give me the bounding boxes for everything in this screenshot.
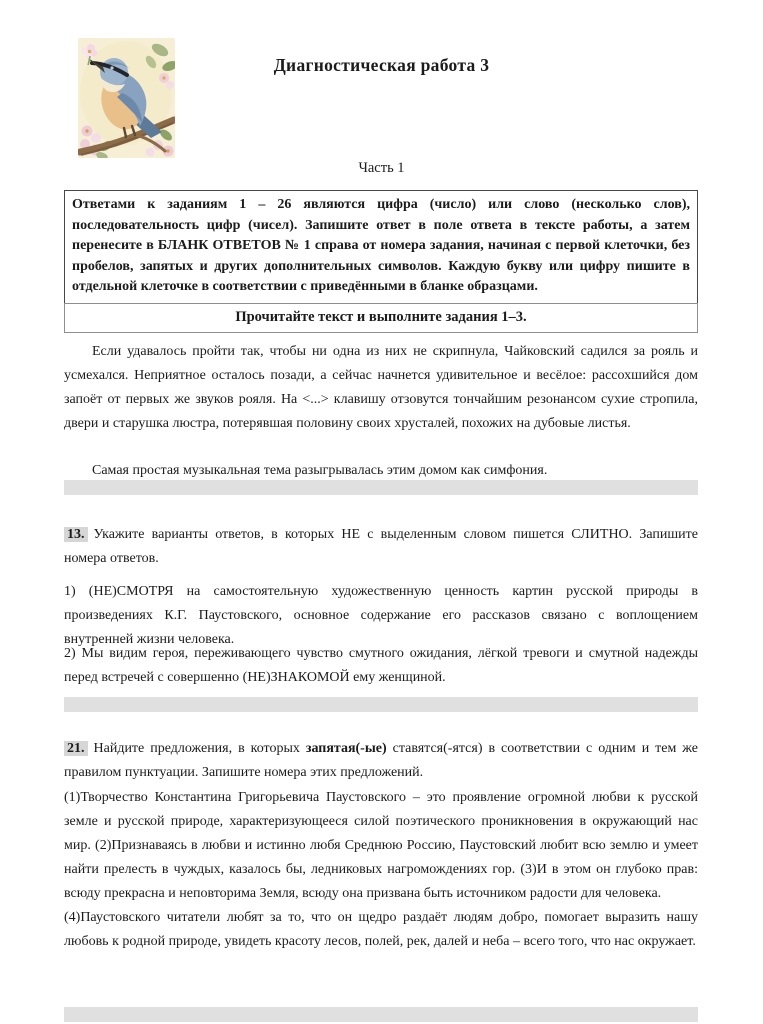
task-21-passage-part-1: (1)Творчество Константина Григорьевича Паустовского – это проявление огромной любви к русской земле и русской природе, характеризующееся силой поэтического проникновения в окружающий нас мир. (2)Признаваясь в любви и истинно любя Среднюю Россию, Паустовский любит всю землю и умеет найти прелесть в чуждых, казалось бы, ледниковых нагромождениях гор. (3)И в этом он глубоко прав: всюду прекрасна и неповторима Земля, всюду она призвана быть источником радости для человека. <box>64 790 698 901</box>
reading-paragraph-1: Если удавалось пройти так, чтобы ни одна из них не скрипнула, Чайковский садился за рояль и усмехался. Неприятное осталось позади, а сейчас начнется удивительное и весёлое: рассохшийся дом запоёт от первых же звуков рояля. На <...> клавишу отзовутся тончайшим резонансом сухие стропила, двери и старушка люстра, потерявшая половину своих хрусталей, похожих на дубовые листья. <box>64 344 698 431</box>
part-label: Часть 1 <box>358 160 405 176</box>
instructions-box <box>64 190 698 304</box>
task-13-option-1: 1) (НЕ)СМОТРЯ на самостоятельную художественную ценность картин русской природы в произведениях К.Г. Паустовского, основное содержание его рассказов связано с воплощением внутренней жизни человека. <box>64 584 698 647</box>
task-21-statement-bold: запятая(-ые) <box>305 741 387 756</box>
answer-placeholder-bar <box>64 480 698 495</box>
reading-task-header-text: Прочитайте текст и выполните задания 1–3. <box>235 309 527 325</box>
task-13-number: 13. <box>64 527 88 542</box>
task-21-passage <box>64 786 698 954</box>
task-13-statement-text: Укажите варианты ответов, в которых НЕ с выделенным словом пишется СЛИТНО. Запишите номера ответов. <box>64 527 698 566</box>
task-21-passage-part-2: (4)Паустовского читатели любят за то, что он щедро раздаёт людям добро, помогает выразить нашу любовь к родной природе, увидеть красоту лесов, полей, рек, далей и неба – всего того, что нас окружает. <box>64 910 698 949</box>
reading-paragraph-2: Самая простая музыкальная тема разыгрывалась этим домом как симфония. <box>92 463 548 478</box>
instructions-text: Ответами к заданиям 1 – 26 являются цифра (число) или слово (несколько слов), последовательность цифр (чисел). Запишите ответ в поле ответа в тексте работы, а затем перенесите в БЛАНК ОТВЕТОВ № 1 справа от номера задания, начиная с первой клеточки, без пробелов, запятых и других дополнительных символов. Каждую букву или цифру пишите в отдельной клеточке в соответствии с приведёнными в бланке образцами. <box>72 197 690 295</box>
reading-task-header <box>64 303 698 333</box>
answer-placeholder-bar <box>64 697 698 712</box>
task-13-option-2: 2) Мы видим героя, переживающего чувство смутного ожидания, лёгкой тревоги и смутной надежды перед встречей с совершенно (НЕ)ЗНАКОМОЙ ему женщиной. <box>64 646 698 685</box>
task-21-number: 21. <box>64 741 88 756</box>
task-21-statement-after: ставятся(-ятся) в соответствии с одним и тем же правилом пунктуации. Запишите номера этих предложений. <box>64 741 698 780</box>
task-13-statement <box>64 523 698 571</box>
answer-placeholder-bar <box>64 1007 698 1022</box>
page-title: Диагностическая работа 3 <box>273 55 490 75</box>
task-21-statement <box>64 737 698 785</box>
task-21-statement-before: Найдите предложения, в которых <box>93 741 306 756</box>
